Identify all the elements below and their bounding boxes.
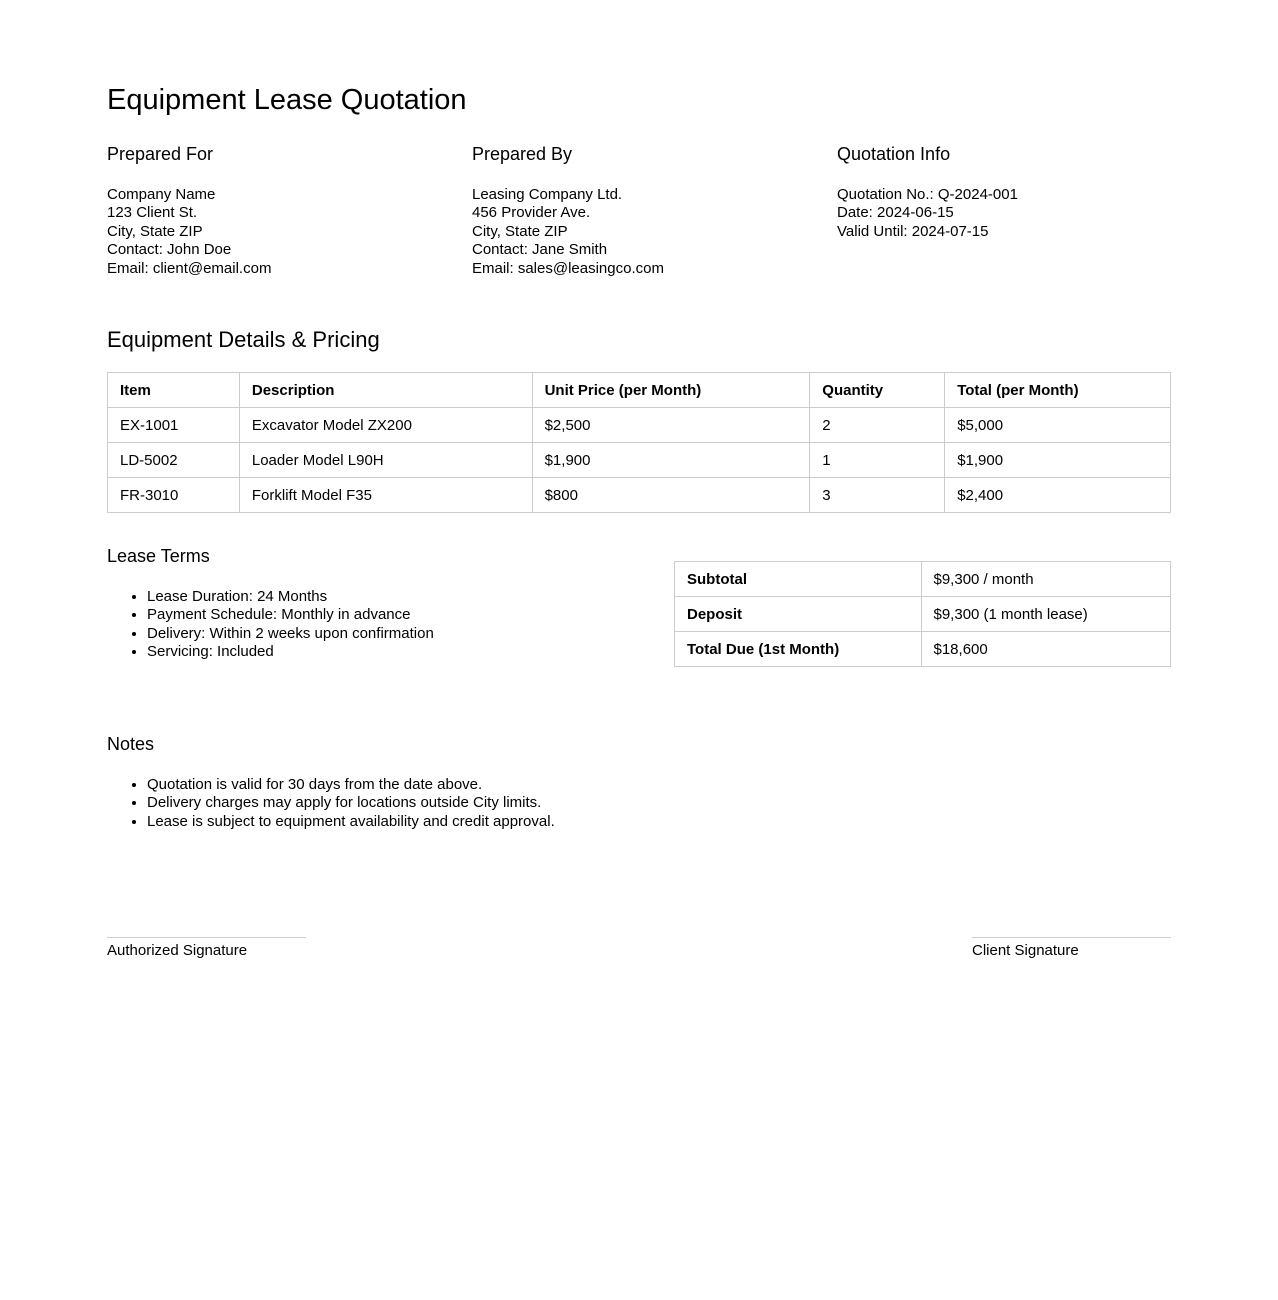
authorized-signature-line xyxy=(107,937,306,938)
client-signature-label: Client Signature xyxy=(972,942,1079,960)
notes-list xyxy=(107,776,1171,831)
equipment-table-header-row xyxy=(108,373,1171,408)
client-company-name: Company Name xyxy=(107,185,216,203)
table-row xyxy=(108,443,1171,478)
subtotal-value: $9,300 / month xyxy=(921,562,1171,597)
column-header-total: Total (per Month) xyxy=(945,373,1171,408)
cell-description: Forklift Model F35 xyxy=(239,478,532,513)
column-header-description: Description xyxy=(239,373,532,408)
quotation-date: Date: 2024-06-15 xyxy=(837,204,954,222)
quotation-valid-until: Valid Until: 2024-07-15 xyxy=(837,222,989,240)
equipment-table xyxy=(107,372,1171,513)
client-city-state-zip: City, State ZIP xyxy=(107,222,203,240)
note-item: • Lease is subject to equipment availability and credit approval. xyxy=(147,813,1171,831)
prepared-for-block xyxy=(107,144,472,278)
cell-unit-price: $800 xyxy=(532,478,810,513)
client-signature-line xyxy=(972,937,1171,938)
quotation-info-block xyxy=(837,144,1171,278)
subtotal-row xyxy=(675,562,1171,597)
total-due-value: $18,600 xyxy=(921,632,1171,667)
lease-terms-and-totals xyxy=(107,546,1171,667)
page-title: Equipment Lease Quotation xyxy=(107,84,467,116)
table-row xyxy=(108,478,1171,513)
subtotal-label: Subtotal xyxy=(675,562,922,597)
total-due-label: Total Due (1st Month) xyxy=(675,632,922,667)
deposit-label: Deposit xyxy=(675,597,922,632)
header-columns xyxy=(107,144,1171,278)
cell-quantity: 2 xyxy=(810,408,945,443)
lease-term-item: • Lease Duration: 24 Months xyxy=(147,588,647,606)
client-email: Email: client@email.com xyxy=(107,259,272,277)
authorized-signature-label: Authorized Signature xyxy=(107,942,248,960)
note-item: • Quotation is valid for 30 days from the date above. xyxy=(147,776,1171,794)
provider-email: Email: sales@leasingco.com xyxy=(472,259,664,277)
lease-term-item: • Payment Schedule: Monthly in advance xyxy=(147,606,647,624)
quotation-number: Quotation No.: Q-2024-001 xyxy=(837,185,1018,203)
column-header-item: Item xyxy=(108,373,240,408)
notes-block xyxy=(107,734,1171,831)
column-header-quantity: Quantity xyxy=(810,373,945,408)
note-item: • Delivery charges may apply for locations outside City limits. xyxy=(147,794,1171,812)
column-header-unit-price: Unit Price (per Month) xyxy=(532,373,810,408)
cell-quantity: 3 xyxy=(810,478,945,513)
cell-item: EX-1001 xyxy=(108,408,240,443)
lease-terms-block xyxy=(107,546,647,661)
totals-table xyxy=(674,561,1171,667)
lease-term-item: • Servicing: Included xyxy=(147,643,647,661)
prepared-for-address xyxy=(107,186,472,278)
authorized-signature-block xyxy=(107,937,306,959)
provider-street: 456 Provider Ave. xyxy=(472,204,591,222)
total-due-row xyxy=(675,632,1171,667)
cell-quantity: 1 xyxy=(810,443,945,478)
provider-city-state-zip: City, State ZIP xyxy=(472,222,568,240)
prepared-for-heading: Prepared For xyxy=(107,144,214,165)
cell-description: Loader Model L90H xyxy=(239,443,532,478)
lease-term-item: • Delivery: Within 2 weeks upon confirmation xyxy=(147,625,647,643)
client-signature-block xyxy=(972,937,1171,959)
signature-section xyxy=(107,937,1171,959)
equipment-section-heading: Equipment Details & Pricing xyxy=(107,326,380,352)
cell-description: Excavator Model ZX200 xyxy=(239,408,532,443)
client-contact: Contact: John Doe xyxy=(107,241,232,259)
cell-unit-price: $1,900 xyxy=(532,443,810,478)
prepared-by-block xyxy=(472,144,837,278)
deposit-value: $9,300 (1 month lease) xyxy=(921,597,1171,632)
cell-unit-price: $2,500 xyxy=(532,408,810,443)
client-street: 123 Client St. xyxy=(107,204,198,222)
provider-contact: Contact: Jane Smith xyxy=(472,241,608,259)
table-row xyxy=(108,408,1171,443)
cell-total: $1,900 xyxy=(945,443,1171,478)
prepared-by-heading: Prepared By xyxy=(472,144,573,165)
cell-item: LD-5002 xyxy=(108,443,240,478)
notes-heading: Notes xyxy=(107,734,155,755)
cell-item: FR-3010 xyxy=(108,478,240,513)
cell-total: $2,400 xyxy=(945,478,1171,513)
lease-terms-heading: Lease Terms xyxy=(107,546,210,567)
cell-total: $5,000 xyxy=(945,408,1171,443)
prepared-by-address xyxy=(472,186,837,278)
deposit-row xyxy=(675,597,1171,632)
provider-company-name: Leasing Company Ltd. xyxy=(472,185,623,203)
quotation-info-lines xyxy=(837,186,1171,241)
quotation-info-heading: Quotation Info xyxy=(837,144,951,165)
lease-terms-list xyxy=(107,588,647,662)
